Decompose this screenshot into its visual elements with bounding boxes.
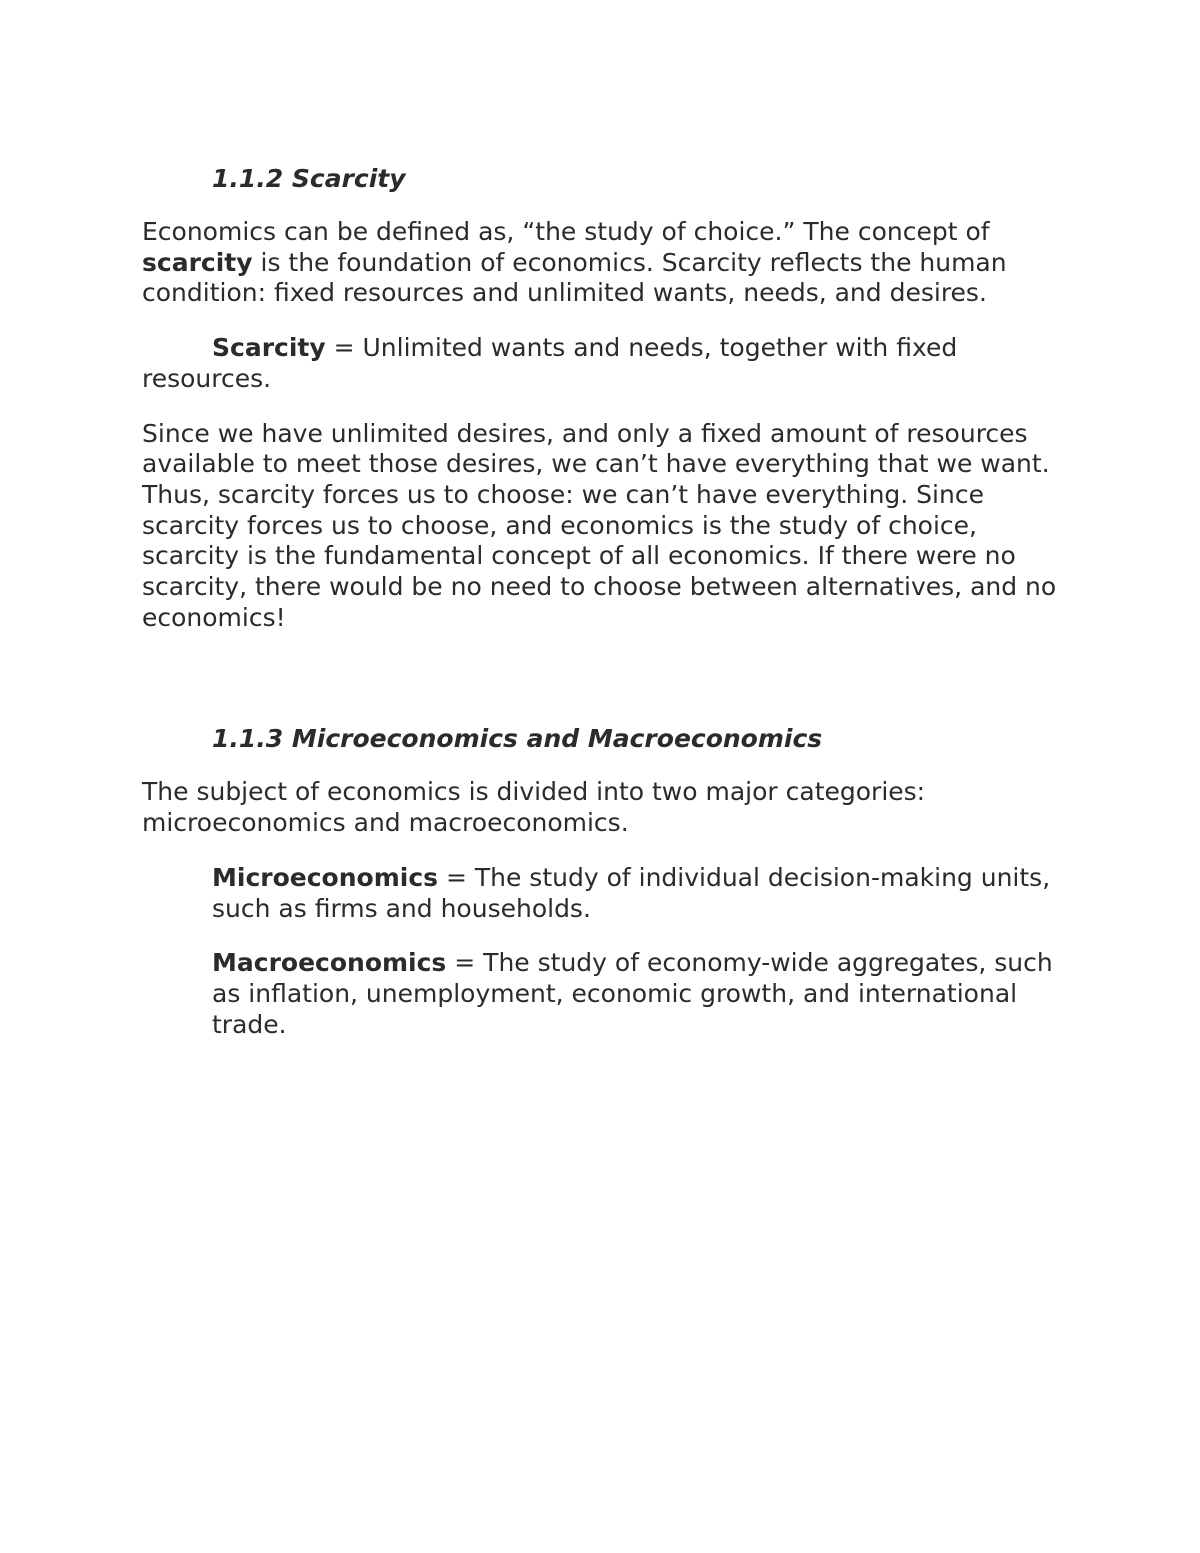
section-heading-micro-macro: 1.1.3 Microeconomics and Macroeconomics — [212, 724, 823, 754]
document-body — [142, 163, 1062, 1064]
microeconomics-definition-text: = The study of individual decision-making units, such as firms and households. — [212, 862, 1051, 923]
micro-macro-intro-paragraph: The subject of economics is divided into two major categories: microeconomics and macroeconomics. — [142, 777, 926, 838]
scarcity-bold-term: scarcity — [142, 247, 253, 277]
microeconomics-definition — [142, 863, 1062, 924]
scarcity-definition — [142, 333, 1062, 394]
scarcity-explanation-paragraph: Since we have unlimited desires, and only a fixed amount of resources available to meet those desires, we can’t have everything that we want. Thus, scarcity forces us to choose: we can’t have everything. Since scarcity forces us to choose, and economics is the study of choice, scarcity is the fundamental concept of all economics. If there were no scarcity, there would be no need to choose between alternatives, and no economics! — [142, 418, 1057, 632]
scarcity-definition-term: Scarcity — [212, 333, 326, 363]
macroeconomics-term: Macroeconomics — [212, 948, 447, 978]
section-heading-scarcity: 1.1.2 Scarcity — [212, 164, 406, 193]
scarcity-intro-paragraph — [142, 217, 1062, 309]
scarcity-intro-text-end: is the foundation of economics. Scarcity reflects the human condition: fixed resources and unlimited wants, needs, and desires. — [142, 247, 1007, 308]
macroeconomics-definition — [142, 948, 1062, 1040]
macroeconomics-definition-text: = The study of economy-wide aggregates, such as inflation, unemployment, economic growth, and international trade. — [212, 948, 1053, 1039]
microeconomics-term: Microeconomics — [212, 862, 439, 892]
scarcity-definition-text: = Unlimited wants and needs, together with fixed resources. — [142, 333, 958, 393]
scarcity-intro-text-start: Economics can be defined as, “the study of choice.” The concept of — [142, 217, 990, 246]
